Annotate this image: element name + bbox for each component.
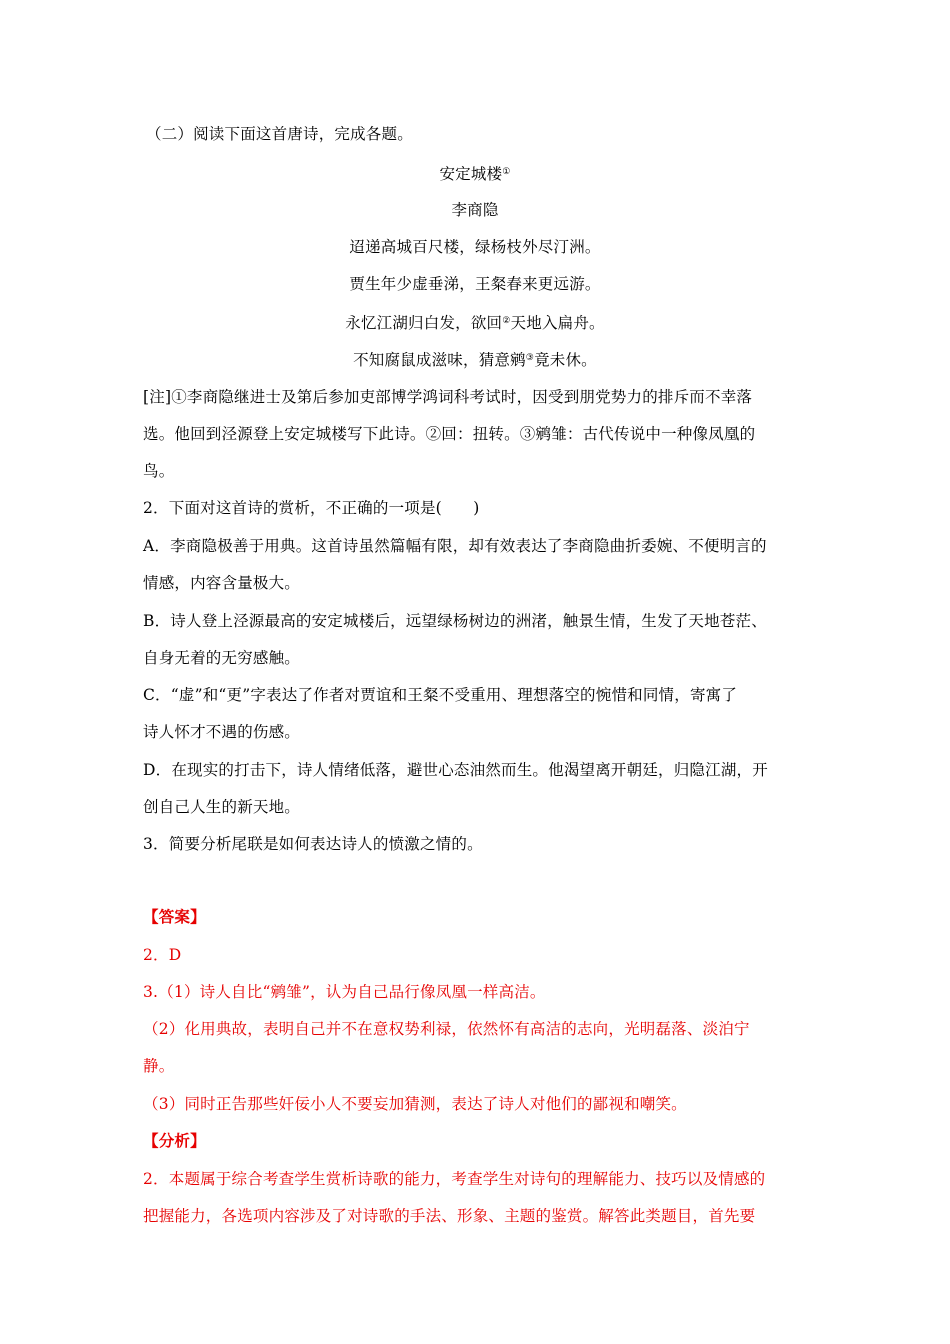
answer-q3-line-2: （2）化用典故，表明自己并不在意权势利禄，依然怀有高洁的志向，光明磊落、淡泊宁 [143, 1020, 750, 1038]
poem-line-1: 迢递高城百尺楼，绿杨枝外尽汀洲。 [349, 238, 601, 256]
question-3-stem: 3．简要分析尾联是如何表达诗人的愤激之情的。 [143, 835, 483, 853]
option-b-line-2: 自身无着的无穷感触。 [143, 649, 301, 667]
poem-line-4-note: ③ [525, 353, 535, 363]
answer-q3-line-3: 静。 [143, 1057, 175, 1075]
poem-line-3-part2: 天地入扁舟。 [510, 314, 605, 332]
poem-title-note: ① [502, 167, 511, 177]
poem-line-4-part2: 竟未休。 [534, 351, 597, 369]
option-d-line-1: D．在现实的打击下，诗人情绪低落，避世心态油然而生。他渴望离开朝廷，归隐江湖，开 [143, 761, 768, 779]
answer-q3-line-4: （3）同时正告那些奸佞小人不要妄加猜测，表达了诗人对他们的鄙视和嘲笑。 [143, 1095, 687, 1113]
notes-line-1: [注]①李商隐继进士及第后参加吏部博学鸿词科考试时，因受到朋党势力的排斥而不幸落 [143, 388, 753, 406]
answer-q2: 2．D [143, 946, 182, 964]
question-2-stem: 2．下面对这首诗的赏析，不正确的一项是( ) [143, 499, 480, 517]
answer-heading: 【答案】 [143, 907, 206, 926]
option-c-line-1: C．“虚”和“更”字表达了作者对贾谊和王粲不受重用、理想落空的惋惜和同情，寄寓了 [143, 686, 738, 704]
poem-title-text: 安定城楼 [439, 165, 503, 183]
option-c-line-2: 诗人怀才不遇的伤感。 [143, 723, 301, 741]
analysis-line-2: 把握能力，各选项内容涉及了对诗歌的手法、形象、主题的鉴赏。解答此类题目，首先要 [143, 1207, 756, 1225]
poem-line-2: 贾生年少虚垂涕，王粲春来更远游。 [349, 275, 601, 293]
poem-line-3 [0, 310, 950, 334]
analysis-line-1: 2．本题属于综合考查学生赏析诗歌的能力，考查学生对诗句的理解能力、技巧以及情感的 [143, 1170, 766, 1188]
section-heading: （二）阅读下面这首唐诗，完成各题。 [146, 125, 413, 143]
option-b-line-1: B．诗人登上泾源最高的安定城楼后，远望绿杨树边的洲渚，触景生情，生发了天地苍茫、 [143, 612, 767, 630]
analysis-heading: 【分析】 [143, 1131, 206, 1150]
notes-line-2: 选。他回到泾源登上安定城楼写下此诗。②回：扭转。③鹓雏：古代传说中一种像凤凰的 [143, 425, 756, 443]
poem-line-4 [0, 347, 950, 371]
poem-author: 李商隐 [451, 201, 499, 219]
option-a-line-2: 情感，内容含量极大。 [143, 574, 301, 592]
answer-q3-line-1: 3.（1）诗人自比“鹓雏”，认为自己品行像凤凰一样高洁。 [143, 983, 546, 1001]
poem-line-3-note: ② [502, 316, 511, 326]
poem-line-4-part1: 不知腐鼠成滋味，猜意鹓 [353, 351, 526, 369]
option-d-line-2: 创自己人生的新天地。 [143, 798, 301, 816]
poem-title [0, 161, 950, 185]
option-a-line-1: A．李商隐极善于用典。这首诗虽然篇幅有限，却有效表达了李商隐曲折委婉、不便明言的 [143, 537, 767, 555]
notes-line-3: 鸟。 [143, 462, 175, 480]
poem-line-3-part1: 永忆江湖归白发，欲回 [345, 314, 503, 332]
